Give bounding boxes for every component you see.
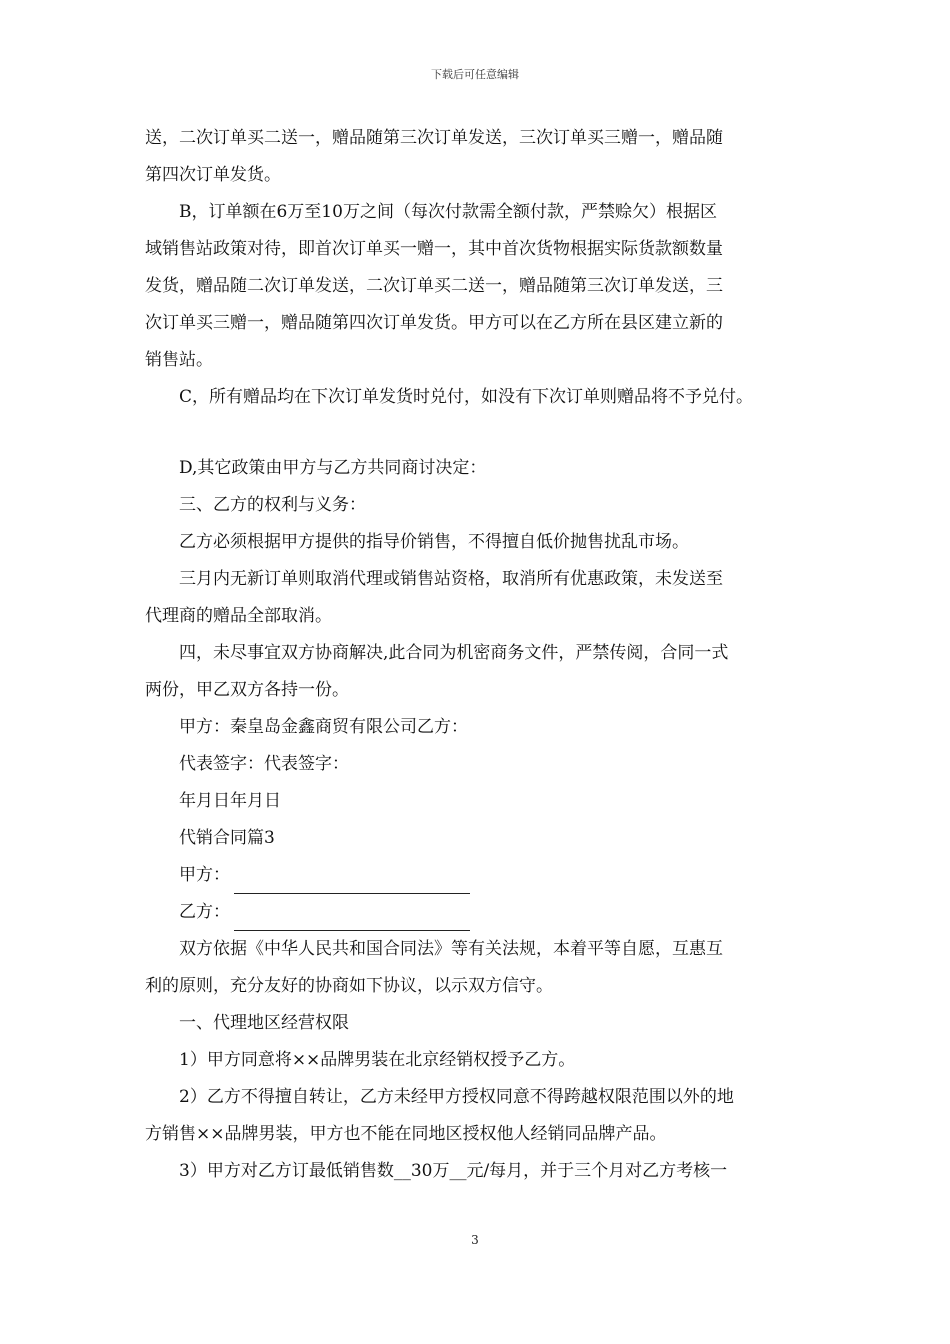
text-line: 两份，甲乙双方各持一份。 <box>145 680 349 700</box>
text-line: 代理商的赠品全部取消。 <box>145 606 332 626</box>
date-line: 年月日年月日 <box>179 791 281 811</box>
party-b-field <box>145 894 815 931</box>
text-line: 发货，赠品随二次订单发送，二次订单买二送一，赠品随第三次订单发送，三 <box>145 276 723 296</box>
party-a-blank <box>234 871 470 894</box>
contract-title: 代销合同篇3 <box>179 828 275 848</box>
text-line: D,其它政策由甲方与乙方共同商讨决定： <box>179 458 487 478</box>
text-line: 乙方必须根据甲方提供的指导价销售，不得擅自低价抛售扰乱市场。 <box>179 532 689 552</box>
signature-line: 代表签字：代表签字： <box>179 754 349 774</box>
party-b-label: 乙方： <box>179 902 230 922</box>
signature-party-line: 甲方：秦皇岛金鑫商贸有限公司乙方： <box>179 717 468 737</box>
text-line: 3）甲方对乙方订最低销售数__30万__元/每月，并于三个月对乙方考核一 <box>179 1161 728 1181</box>
text-line: 三月内无新订单则取消代理或销售站资格，取消所有优惠政策，未发送至 <box>179 569 723 589</box>
text-line: 域销售站政策对待，即首次订单买一赠一，其中首次货物根据实际货款额数量 <box>145 239 723 259</box>
text-line: 利的原则，充分友好的协商如下协议，以示双方信守。 <box>145 976 553 996</box>
section-heading: 一、代理地区经营权限 <box>179 1013 349 1033</box>
party-b-blank <box>234 908 470 931</box>
section-heading: 三、乙方的权利与义务： <box>179 495 366 515</box>
text-line: 第四次订单发货。 <box>145 165 281 185</box>
party-a-field <box>145 857 815 894</box>
text-line: 送，二次订单买二送一，赠品随第三次订单发送，三次订单买三赠一，赠品随 <box>145 128 723 148</box>
text-line: 双方依据《中华人民共和国合同法》等有关法规，本着平等自愿，互惠互 <box>179 939 723 959</box>
party-a-label: 甲方： <box>179 865 230 885</box>
page-header: 下载后可任意编辑 <box>431 68 519 81</box>
text-line: B，订单额在6万至10万之间（每次付款需全额付款，严禁赊欠）根据区 <box>179 202 717 222</box>
text-line: 次订单买三赠一，赠品随第四次订单发货。甲方可以在乙方所在县区建立新的 <box>145 313 723 333</box>
text-line: C，所有赠品均在下次订单发货时兑付，如没有下次订单则赠品将不予兑付。 <box>179 387 754 407</box>
page-number: 3 <box>471 1233 479 1247</box>
text-line: 1）甲方同意将××品牌男装在北京经销权授予乙方。 <box>179 1050 576 1070</box>
text-line: 销售站。 <box>145 350 213 370</box>
text-line: 四，未尽事宜双方协商解决,此合同为机密商务文件，严禁传阅，合同一式 <box>179 643 729 663</box>
paragraph-gap <box>145 416 815 450</box>
document-body <box>145 120 815 1190</box>
text-line: 方销售××品牌男装，甲方也不能在同地区授权他人经销同品牌产品。 <box>145 1124 667 1144</box>
text-line: 2）乙方不得擅自转让，乙方未经甲方授权同意不得跨越权限范围以外的地 <box>179 1087 734 1107</box>
